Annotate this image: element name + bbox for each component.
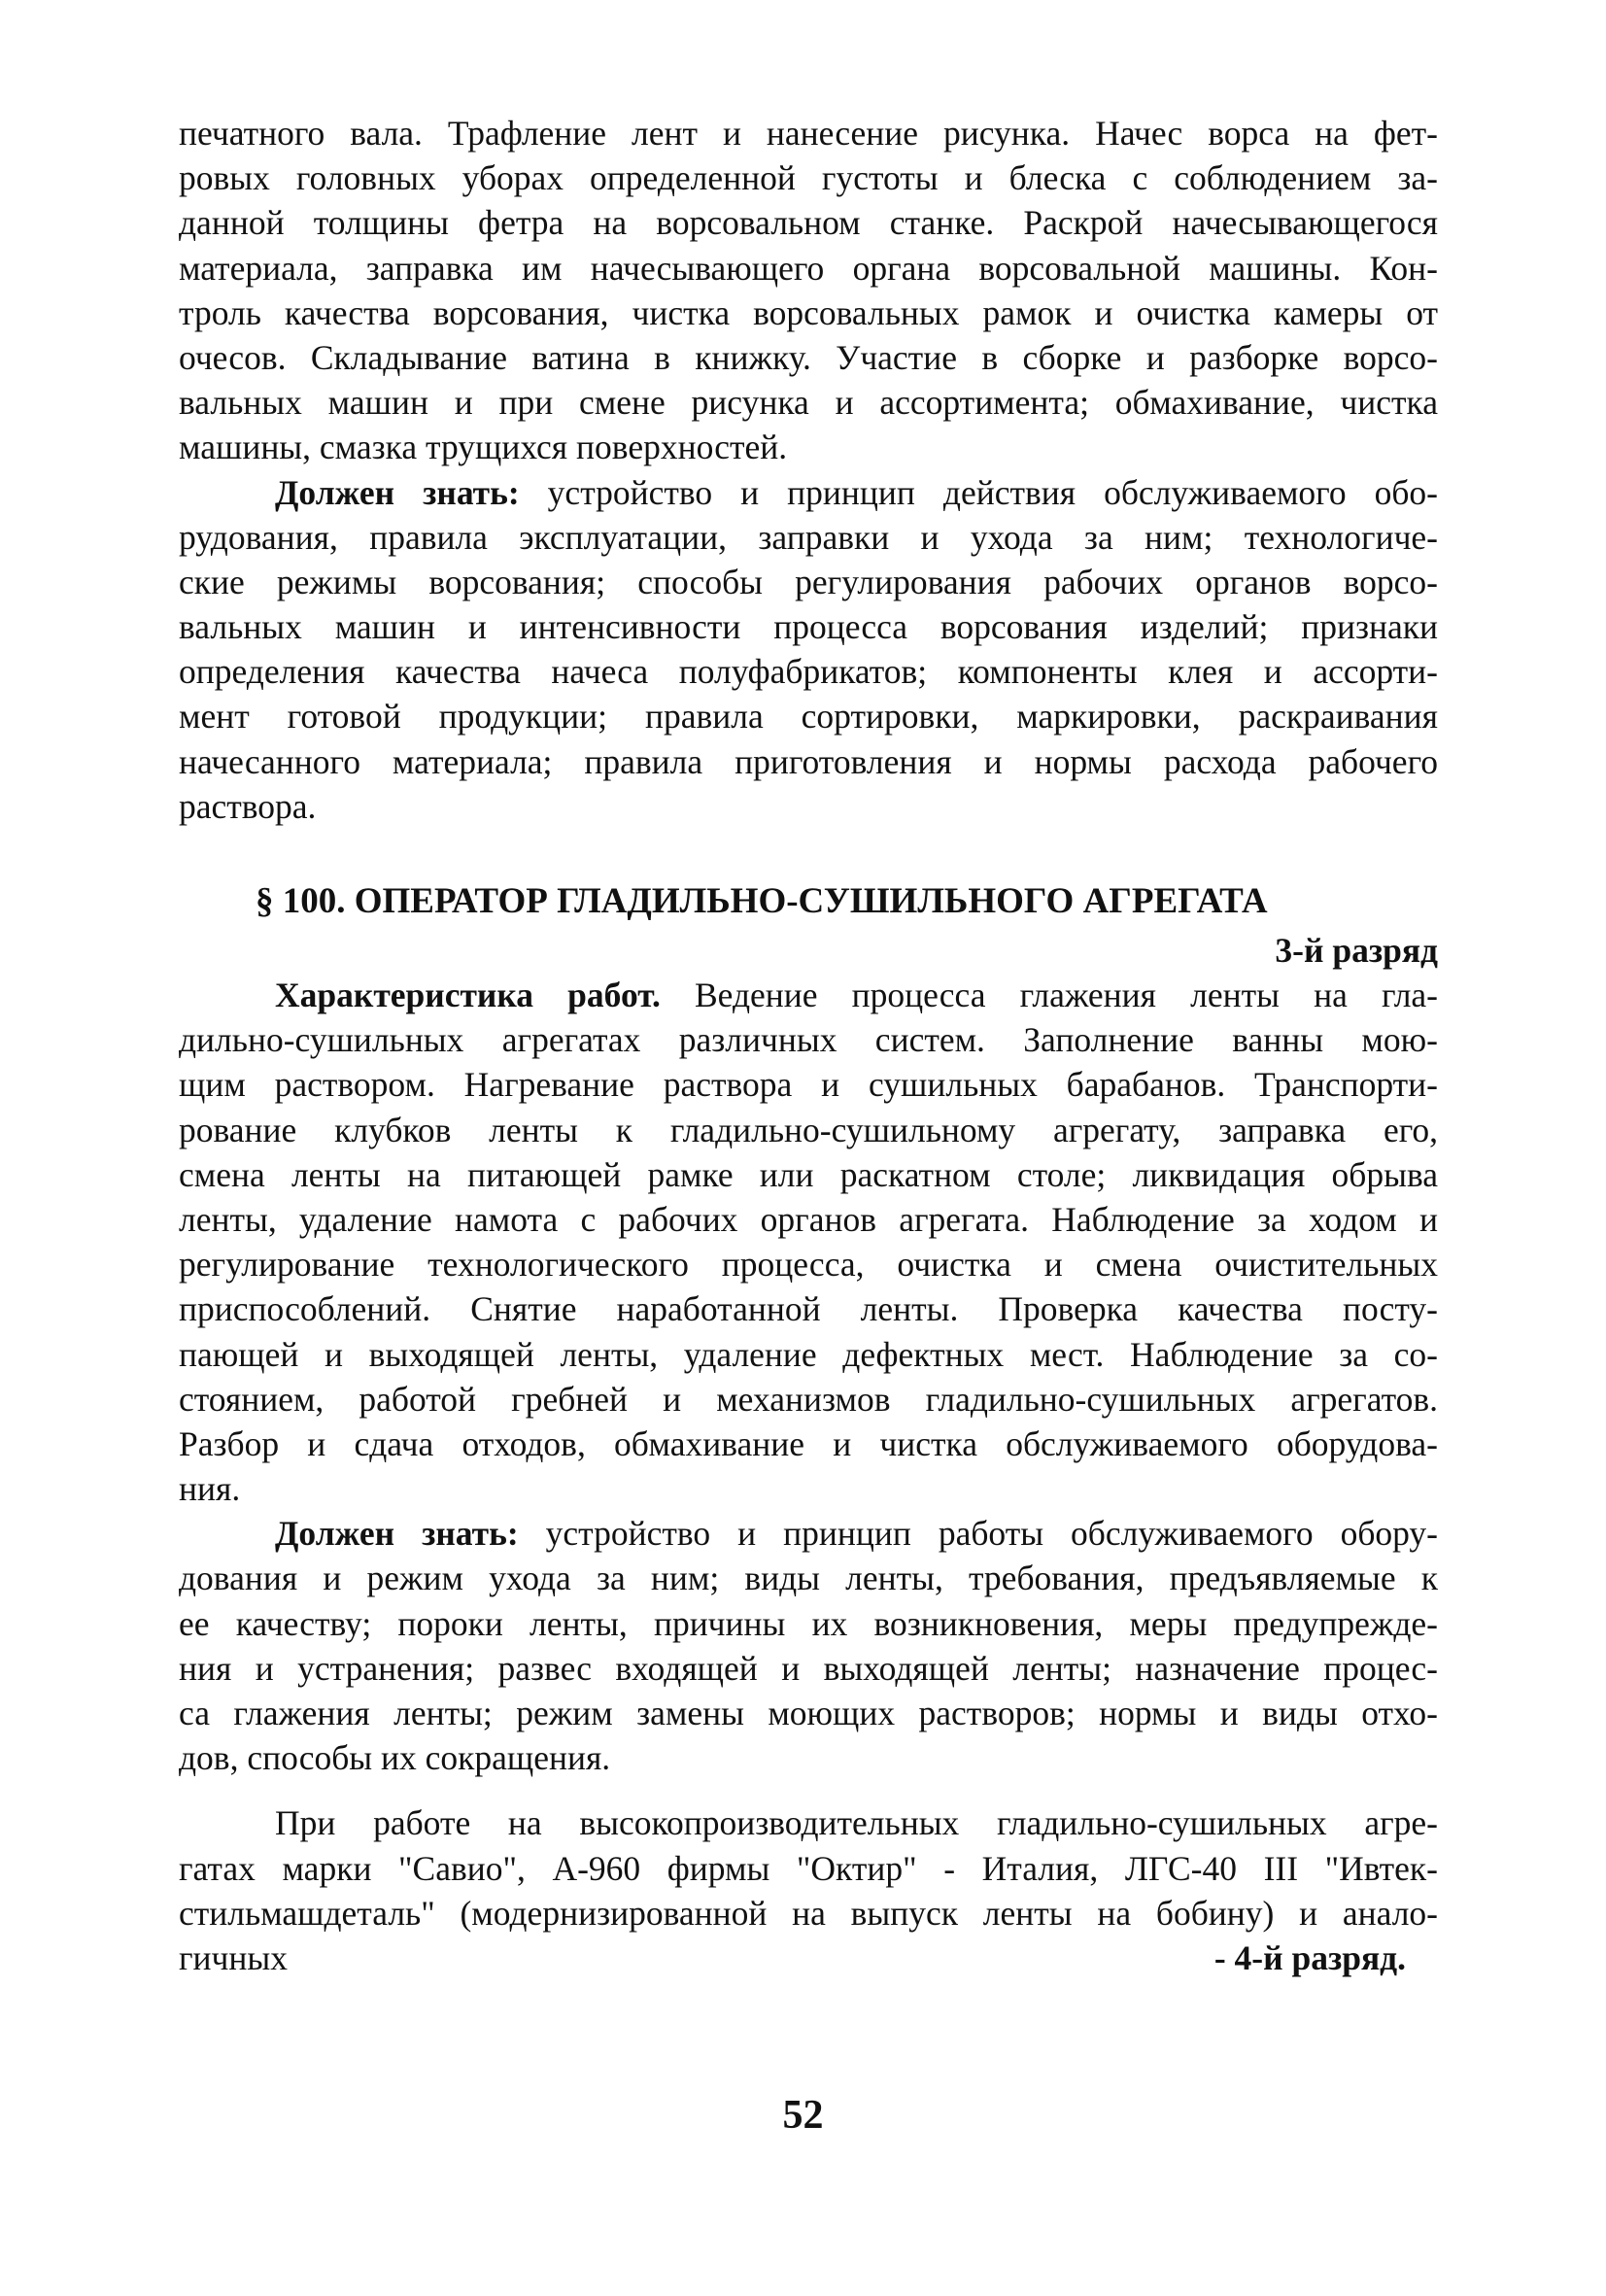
text-line: данной толщины фетра на ворсовальном станке. Раскрой начесывающегося (179, 203, 1438, 243)
text-line-first: При работе на высокопроизводительных гладильно-сушильных агре- (275, 1803, 1438, 1843)
text-line: дования и режим ухода за ним; виды ленты, требования, предъявляемые к (179, 1559, 1438, 1598)
text-line-final (179, 1936, 1438, 1980)
grade-label: 3-й разряд (1275, 931, 1438, 970)
must-know-label: Должен знать: (275, 1514, 519, 1554)
text-line: вальных машин и интенсивности процесса ворсования изделий; признаки (179, 607, 1438, 647)
paragraph-gap (179, 1780, 1438, 1800)
text-line: начесанного материала; правила приготовления и нормы расхода рабочего (179, 741, 1438, 781)
paragraph-must-know-1 (179, 470, 1438, 830)
text-line: стильмашдеталь" (модернизированной на выпуск ленты на бобину) и анало- (179, 1893, 1438, 1933)
section-title: § 100. ОПЕРАТОР ГЛАДИЛЬНО-СУШИЛЬНОГО АГРЕГАТА (256, 881, 1268, 921)
text-line: Разбор и сдача отходов, обмахивание и чистка обслуживаемого оборудова- (179, 1423, 1438, 1463)
text-line: ровых головных уборах определенной густоты и блеска с соблюдением за- (179, 158, 1438, 198)
text-line: материала, заправка им начесывающего органа ворсовальной машины. Кон- (179, 248, 1438, 288)
must-know-label: Должен знать: (275, 472, 520, 512)
text-line: пающей и выходящей ленты, удаление дефектных мест. Наблюдение за со- (179, 1334, 1438, 1374)
text-line: ния и устранения; развес входящей и выходящей ленты; назначение процес- (179, 1648, 1438, 1688)
text-line: определения качества начеса полуфабрикатов; компоненты клея и ассорти- (179, 652, 1438, 692)
text-line: щим раствором. Нагревание раствора и сушильных барабанов. Транспорти- (179, 1065, 1438, 1105)
paragraph-must-know-2 (179, 1511, 1438, 1780)
grade-inline: - 4-й разряд. (1213, 1937, 1406, 1977)
page-content (179, 111, 1438, 1980)
text-line: рудования, правила эксплуатации, заправки и ухода за ним; технологиче- (179, 517, 1438, 557)
page-number: 52 (782, 2093, 824, 2138)
characteristics-label: Характеристика работ. (275, 976, 661, 1014)
text-line: печатного вала. Трафление лент и нанесение рисунка. Начес ворса на фет- (179, 114, 1438, 153)
paragraph-note (179, 1800, 1438, 1980)
text-line: са глажения ленты; режим замены моющих растворов; нормы и виды отхо- (179, 1694, 1438, 1732)
text-line: дов, способы их сокращения. (179, 1738, 611, 1778)
text-line-first (179, 973, 1438, 1017)
text-line: дильно-сушильных агрегатах различных систем. Заполнение ванны мою- (179, 1020, 1438, 1060)
text-line-rest: устройство и принцип работы обслуживаемого обору- (518, 1514, 1438, 1554)
text-line: ские режимы ворсования; способы регулирования рабочих органов ворсо- (179, 562, 1438, 601)
text-line: ее качеству; пороки ленты, причины их возникновения, меры предупрежде- (179, 1603, 1438, 1643)
text-line-first (179, 1511, 1438, 1556)
text-line-rest: устройство и принцип действия обслуживаемого обо- (519, 472, 1438, 512)
paragraph-intro (179, 111, 1438, 470)
text-line: машины, смазка трущихся поверхностей. (179, 428, 788, 467)
text-line: гатах марки "Савио", А-960 фирмы "Октир" - Италия, ЛГС-40 III "Ивтек- (179, 1848, 1438, 1888)
text-line: раствора. (179, 786, 317, 826)
text-line: очесов. Складывание ватина в книжку. Участие в сборке и разборке ворсо- (179, 337, 1438, 377)
text-line: стоянием, работой гребней и механизмов гладильно-сушильных агрегатов. (179, 1379, 1438, 1419)
text-line: рование клубков ленты к гладильно-сушильному агрегату, заправка его, (179, 1110, 1438, 1149)
text-line: смена ленты на питающей рамке или раскатном столе; ликвидация обрыва (179, 1154, 1438, 1194)
text-line: ленты, удаление намота с рабочих органов агрегата. Наблюдение за ходом и (179, 1199, 1438, 1239)
text-line-end: гичных (179, 1937, 289, 1977)
paragraph-characteristics (179, 973, 1438, 1511)
text-line: регулирование технологического процесса, очистка и смена очистительных (179, 1245, 1438, 1285)
text-line-rest: Ведение процесса глажения ленты на гла- (660, 976, 1438, 1014)
text-line: приспособлений. Снятие наработанной ленты. Проверка качества посту- (179, 1289, 1438, 1329)
text-line: ния. (179, 1469, 241, 1509)
text-line: троль качества ворсования, чистка ворсовальных рамок и очистка камеры от (179, 292, 1438, 332)
text-line: вальных машин и при смене рисунка и ассортимента; обмахивание, чистка (179, 383, 1438, 423)
text-line-first (179, 470, 1438, 515)
text-line: мент готовой продукции; правила сортировки, маркировки, раскраивания (179, 697, 1438, 737)
